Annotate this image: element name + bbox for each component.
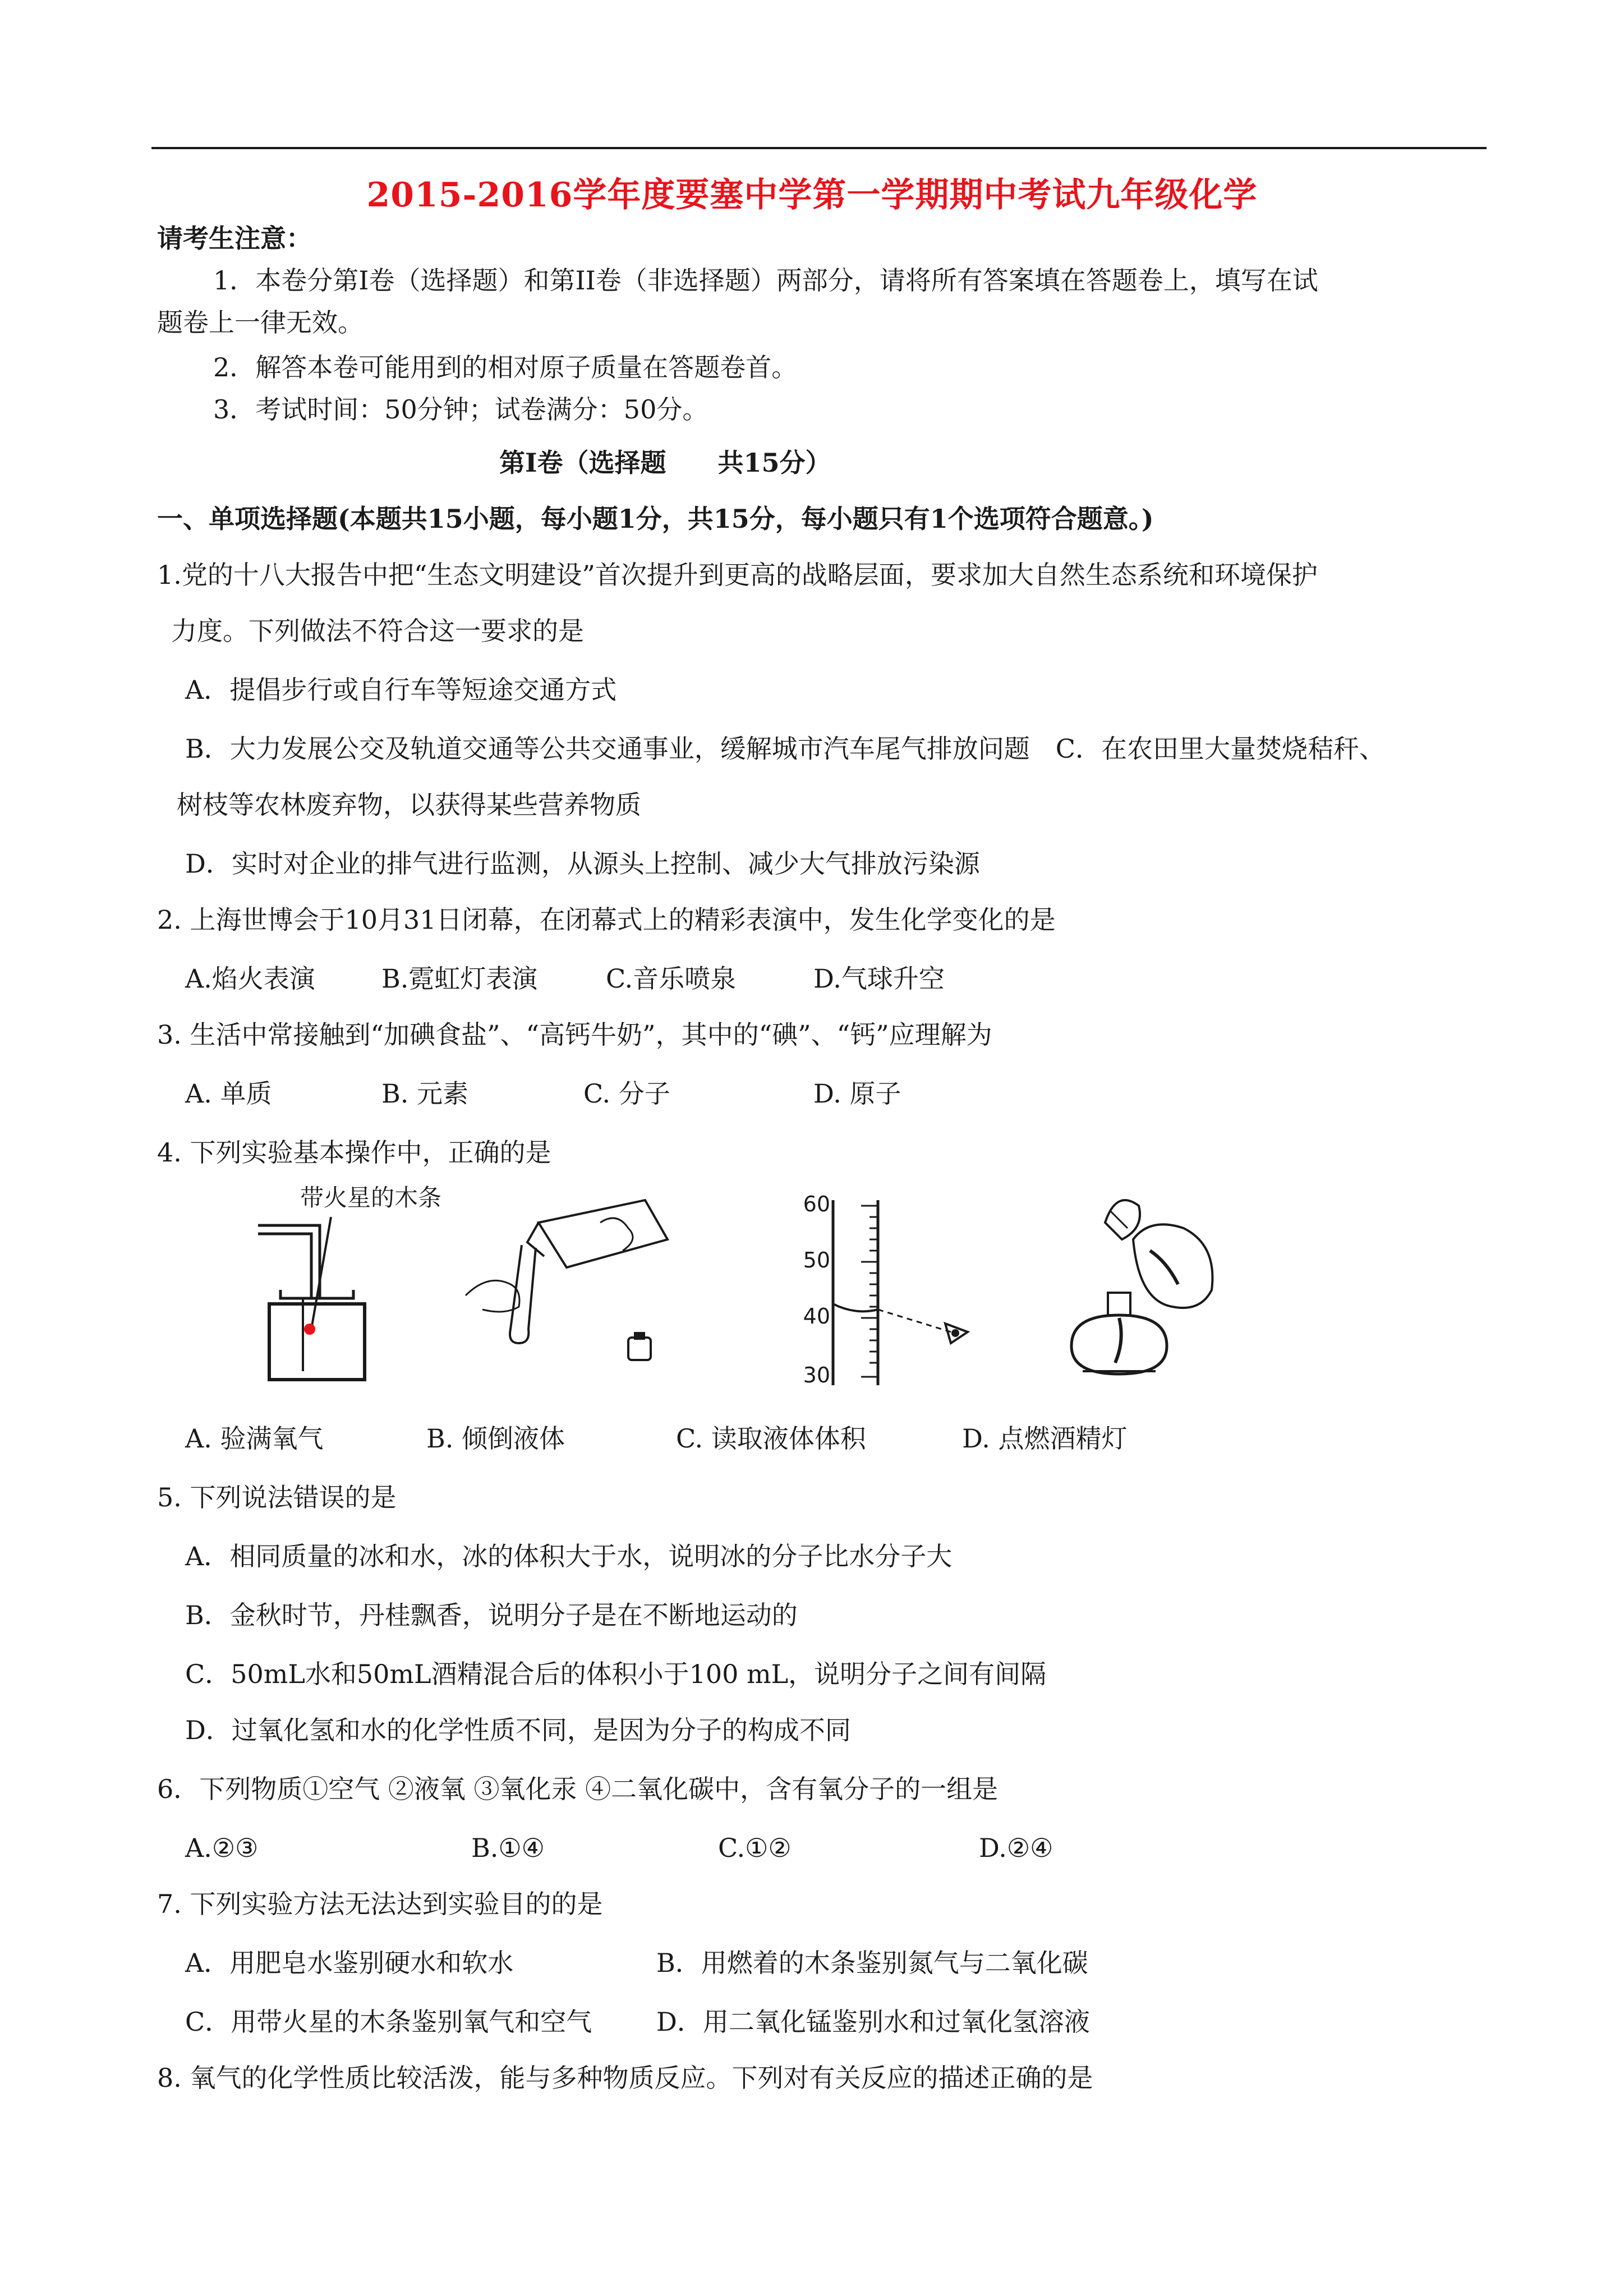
question-7-option-d: D．用二氧化锰鉴别水和过氧化氢溶液 — [656, 2007, 1090, 2037]
question-2-option-d: D.气球升空 — [813, 963, 945, 994]
notice-item-3: 3．考试时间：50分钟；试卷满分：50分。 — [213, 394, 709, 425]
question-5-option-c: C．50mL水和50mL酒精混合后的体积小于100 mL，说明分子之间有间隔 — [185, 1659, 1047, 1689]
notice-item-1: 1．本卷分第Ⅰ卷（选择题）和第II卷（非选择题）两部分，请将所有答案填在答题卷上，填写在试 — [213, 265, 1318, 296]
question-4-option-b: B. 倾倒液体 — [426, 1423, 565, 1454]
question-3-option-c: C. 分子 — [583, 1078, 670, 1109]
exam-title: 2015-2016学年度要塞中学第一学期期中考试九年级化学 — [366, 176, 1258, 215]
question-7-option-b: B．用燃着的木条鉴别氮气与二氧化碳 — [656, 1948, 1088, 1978]
question-3-option-b: B. 元素 — [381, 1078, 469, 1109]
question-4-option-d: D. 点燃酒精灯 — [962, 1423, 1128, 1454]
question-6-option-b: B.①④ — [471, 1833, 545, 1863]
section-heading: 一、单项选择题(本题共15小题，每小题1分，共15分，每小题只有1个选项符合题意。) — [157, 504, 1154, 534]
header-rule — [151, 147, 1487, 149]
question-2-option-a: A.焰火表演 — [185, 963, 315, 994]
question-2-option-c: C.音乐喷泉 — [606, 963, 737, 994]
question-1: 1.党的十八大报告中把“生态文明建设”首次提升到更高的战略层面，要求加大自然生态系统和环境保护 — [157, 560, 1318, 590]
oxygen-bottle-figure — [247, 1178, 471, 1402]
question-4-option-c: C. 读取液体体积 — [676, 1423, 866, 1454]
question-1-option-a: A．提倡步行或自行车等短途交通方式 — [185, 675, 617, 705]
question-7: 7. 下列实验方法无法达到实验目的的是 — [157, 1889, 603, 1919]
question-4: 4. 下列实验基本操作中，正确的是 — [157, 1137, 551, 1168]
question-1-option-c-cont: 树枝等农林废弃物，以获得某些营养物质 — [177, 790, 641, 820]
question-5: 5. 下列说法错误的是 — [157, 1482, 397, 1513]
question-6-option-a: A.②③ — [185, 1833, 259, 1863]
question-2-option-b: B.霓虹灯表演 — [381, 963, 538, 994]
question-7-option-a: A．用肥皂水鉴别硬水和软水 — [185, 1948, 514, 1978]
question-7-option-c: C．用带火星的木条鉴别氧气和空气 — [185, 2007, 592, 2037]
question-5-option-b: B．金秋时节，丹桂飘香，说明分子是在不断地运动的 — [185, 1600, 798, 1630]
question-5-option-a: A．相同质量的冰和水，冰的体积大于水，说明冰的分子比水分子大 — [185, 1541, 953, 1571]
graduated-cylinder-figure — [783, 1192, 1018, 1394]
alcohol-lamp-figure — [1049, 1178, 1251, 1391]
figure-label: 带火星的木条 — [300, 1184, 442, 1211]
question-1-option-b: B．大力发展公交及轨道交通等公共交通事业，缓解城市汽车尾气排放问题 C．在农田里大量焚烧秸秆、 — [185, 734, 1385, 764]
question-8: 8. 氧气的化学性质比较活泼，能与多种物质反应。下列对有关反应的描述正确的是 — [157, 2063, 1093, 2093]
notice-heading: 请考生注意： — [157, 223, 312, 253]
scale-label-30: 30 — [803, 1363, 830, 1387]
question-1-cont: 力度。下列做法不符合这一要求的是 — [171, 616, 584, 646]
question-5-option-d: D．过氧化氢和水的化学性质不同，是因为分子的构成不同 — [185, 1715, 851, 1745]
question-6-option-d: D.②④ — [979, 1833, 1053, 1863]
question-3-option-d: D. 原子 — [813, 1078, 901, 1109]
part-title: 第Ⅰ卷（选择题 共15分） — [499, 448, 831, 478]
pouring-liquid-figure — [460, 1189, 696, 1385]
scale-label-50: 50 — [803, 1248, 830, 1273]
scale-label-40: 40 — [803, 1304, 830, 1329]
question-2: 2. 上海世博会于10月31日闭幕，在闭幕式上的精彩表演中，发生化学变化的是 — [157, 905, 1056, 935]
question-3: 3. 生活中常接触到“加碘食盐”、“高钙牛奶”，其中的“碘”、“钙”应理解为 — [157, 1020, 992, 1050]
question-3-option-a: A. 单质 — [185, 1078, 272, 1109]
notice-item-1-cont: 题卷上一律无效。 — [157, 307, 364, 338]
question-6-option-c: C.①② — [718, 1833, 792, 1863]
question-1-option-d: D．实时对企业的排气进行监测，从源头上控制、减少大气排放污染源 — [185, 849, 980, 879]
question-6: 6．下列物质①空气 ②液氧 ③氧化汞 ④二氧化碳中，含有氧分子的一组是 — [157, 1774, 999, 1804]
notice-item-2: 2．解答本卷可能用到的相对原子质量在答题卷首。 — [213, 352, 798, 382]
question-4-option-a: A. 验满氧气 — [185, 1423, 324, 1454]
scale-label-60: 60 — [803, 1192, 830, 1216]
